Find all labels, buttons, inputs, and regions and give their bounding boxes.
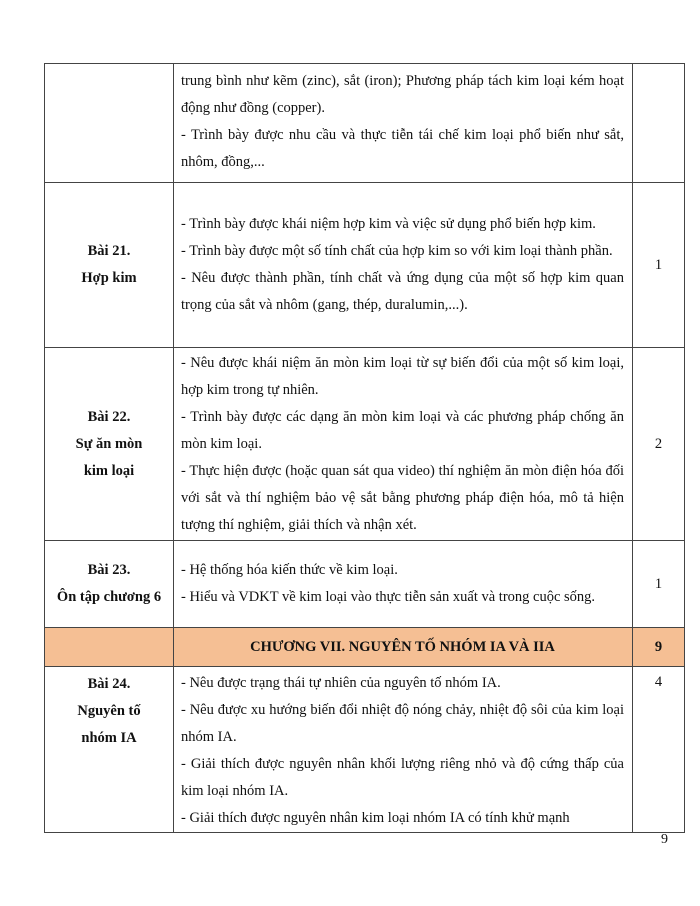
periods-cell: 1 — [633, 183, 685, 348]
content-line: - Nêu được trạng thái tự nhiên của nguyên tố nhóm IA. — [181, 675, 501, 691]
table-row — [45, 183, 685, 348]
lesson-cell — [45, 183, 174, 348]
content-line: - Trình bày được khái niệm hợp kim và việc sử dụng phổ biến hợp kim. — [181, 216, 596, 232]
table-row — [45, 64, 685, 183]
content-line: - Giải thích được nguyên nhân kim loại nhóm IA có tính khử mạnh — [181, 810, 570, 826]
content-line: - Nêu được thành phần, tính chất và ứng dụng của một số hợp kim quan trọng của sắt và nhôm (gang, thép, duralumin,...). — [181, 270, 624, 313]
content-line: - Hệ thống hóa kiến thức về kim loại. — [181, 562, 398, 578]
lesson-title: nhóm IA — [81, 730, 137, 746]
table-row — [45, 348, 685, 541]
table-row — [45, 667, 685, 833]
lesson-title: kim loại — [83, 462, 135, 479]
lesson-number: Bài 23. — [87, 562, 131, 578]
content-line: - Thực hiện được (hoặc quan sát qua video) thí nghiệm ăn mòn điện hóa đối với sắt và thí nghiệm bảo vệ sắt bằng phương pháp điện hóa, mô tả hiện tượng thí nghiệm, giải thích và nhận xét. — [181, 462, 624, 533]
lesson-number: Bài 21. — [87, 243, 131, 259]
content-line: - Trình bày được các dạng ăn mòn kim loại và các phương pháp chống ăn mòn kim loại. — [181, 408, 624, 452]
periods-cell — [633, 64, 685, 183]
content-line: - Hiểu và VDKT về kim loại vào thực tiễn sản xuất và trong cuộc sống. — [181, 589, 596, 605]
lesson-title: Sự ăn mòn — [75, 435, 143, 452]
periods-cell: 1 — [633, 541, 685, 628]
content-line: - Giải thích được nguyên nhân khối lượng riêng nhỏ và độ cứng thấp của kim loại nhóm IA. — [181, 756, 624, 799]
lesson-cell — [45, 667, 174, 833]
periods-cell: 2 — [633, 348, 685, 541]
chapter-title: CHƯƠNG VII. NGUYÊN TỐ NHÓM IA VÀ IIA — [174, 628, 633, 667]
lesson-title: Nguyên tố — [77, 703, 141, 719]
content-cell — [174, 183, 633, 348]
content-line: - Nêu được xu hướng biến đổi nhiệt độ nóng chảy, nhiệt độ sôi của kim loại nhóm IA. — [181, 702, 624, 745]
periods-cell: 4 — [633, 667, 685, 833]
content-cell — [174, 64, 633, 183]
table-row — [45, 541, 685, 628]
content-line: - Trình bày được một số tính chất của hợp kim so với kim loại thành phần. — [181, 243, 613, 259]
lesson-number: Bài 24. — [87, 676, 131, 692]
chapter-row — [45, 628, 685, 667]
lesson-cell — [45, 64, 174, 183]
content-line: trung bình như kẽm (zinc), sắt (iron); Phương pháp tách kim loại kém hoạt động như đồng (copper). — [181, 73, 624, 116]
content-line: - Trình bày được nhu cầu và thực tiễn tái chế kim loại phổ biến như sắt, nhôm, đồng,... — [181, 127, 624, 170]
page-number: 9 — [661, 832, 668, 847]
content-cell — [174, 348, 633, 541]
curriculum-table — [44, 63, 685, 833]
content-cell — [174, 541, 633, 628]
lesson-number: Bài 22. — [87, 408, 131, 425]
content-line: - Nêu được khái niệm ăn mòn kim loại từ sự biến đổi của một số kim loại, hợp kim trong tự nhiên. — [181, 354, 624, 398]
lesson-cell — [45, 541, 174, 628]
lesson-cell — [45, 348, 174, 541]
chapter-periods: 9 — [633, 628, 685, 667]
lesson-title: Hợp kim — [81, 270, 137, 286]
lesson-title: Ôn tập chương 6 — [56, 589, 162, 605]
content-cell — [174, 667, 633, 833]
lesson-cell — [45, 628, 174, 667]
